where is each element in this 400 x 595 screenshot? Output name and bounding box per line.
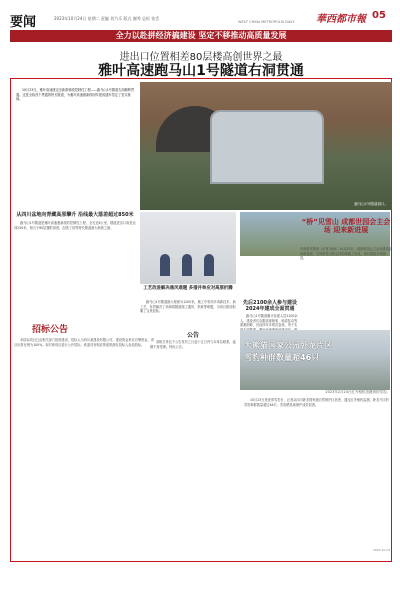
- panda-headline-1: 大熊猫国家公园卧龙片区: [244, 341, 332, 350]
- newspaper-logo: 華西都市報: [316, 14, 366, 25]
- sidebar-headline: “桥”见雪山 成都世园会主会场 迎来新进展: [301, 218, 391, 234]
- worker-figure: [182, 254, 192, 276]
- page-header: [10, 8, 392, 28]
- panda-text: 10月23日是世界雪豹日，记者从四川卧龙国家级自然保护区获悉，通过红外相机监测，卧龙片区的雪豹种群数量超过46只，雪豹栖息地保护成效显著。: [244, 398, 389, 407]
- worker-figure: [204, 254, 214, 276]
- notice-body: 请相关单位于公告发布之日起十五日内与本单位联系，逾期不再受理。特此公告。: [150, 340, 236, 349]
- intro-text: 10月23日，雅叶高速康定至新都桥段控制性工程——跑马山1号隧道右洞顺利贯通。这是全线首个贯通的特长隧道，为雅叶高速康新段明年建成通车奠定了坚实基础。: [16, 88, 135, 102]
- issue-date: 2023年10月24日 星期二 责编 刘乃乐 版式 谢秀 总检 张丢: [54, 16, 160, 21]
- worker-figure: [160, 254, 170, 276]
- article-headline: 雅叶高速跑马山1号隧道右洞贯通: [98, 63, 304, 79]
- column-1-title: 从四川盆地向青藏高原攀升 沿线最大落差超过850米: [16, 212, 134, 218]
- column-2-title: 工艺改进解决通风难题 多措并举应对高原折腾: [143, 286, 233, 291]
- panda-headline-2: 雪豹种群数量超46只: [244, 353, 320, 362]
- footer-date: 2023.10.24: [372, 548, 390, 552]
- tunnel-portal: [210, 110, 324, 184]
- ad-body: 本招标项目已由相关部门批准建设，招标人为四川某建设有限公司，建设资金来自自筹资金，项目出资比例为100%。现对该项目进行公开招标，欢迎具有相应资质的潜在投标人参加投标。: [14, 338, 154, 347]
- notice-text: [150, 340, 236, 545]
- column-3-text: 跑马山1号隧道累计参建人员2100余人，建设者们克服高寒缺氧、地质复杂等重重困难，历经四年多艰苦奋战，终于实: [240, 314, 298, 328]
- column-2: [140, 300, 236, 314]
- notice-title: 公告: [186, 332, 199, 339]
- article-subhead: 进出口位置相差80层楼高创世界之最: [119, 52, 283, 63]
- tunnel-photo: [140, 82, 392, 210]
- column-1: [14, 212, 136, 230]
- ad-title: 招标公告: [32, 325, 69, 335]
- edition-label: WEST CHINA METROPOLIS DAILY: [238, 20, 295, 24]
- workers-photo: [140, 212, 236, 284]
- panda-caption: 2023年2月24日红外相机拍摄到的雪豹。: [325, 390, 390, 394]
- page-number: 05: [372, 10, 386, 21]
- panda-article: [244, 398, 390, 546]
- column-3-title: 先后2100余人参与建设 2024年建成全面贯通: [243, 300, 297, 312]
- column-1-text: 跑马山1号隧道是雅叶高速康新段的控制性工程，全长近6公里，隧道进出口高差达到250米，相当于80层楼的高度，创造了世界特长隧道最大纵坡之最。: [14, 221, 136, 230]
- sidebar-text: 华西都市报讯（记者 杨尚）10月23日，成都世园会主会场建设迎来新进展，主场馆雪山桥主体结构施工完成，项目将按计划推进。: [300, 247, 392, 261]
- photo-caption: 跑马山1号隧道洞口。: [354, 202, 388, 206]
- column-2-text: 跑马山1号隧道最大埋深为1200米，施工中采用多项新技术、新工艺，有效解决了高海拔隧道施工通风、供氧等难题，为项目建设积累了宝贵经验。: [140, 300, 236, 314]
- section-title: 要闻: [10, 15, 37, 30]
- ad-text: [14, 338, 154, 548]
- slogan-banner: 全力以赴拼经济搞建设 坚定不移推动高质量发展: [10, 30, 392, 42]
- article-intro: [16, 88, 136, 198]
